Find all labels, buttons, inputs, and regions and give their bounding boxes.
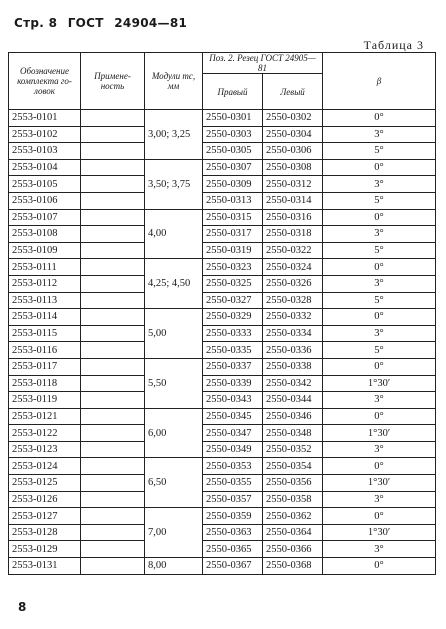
cell-application (81, 292, 145, 309)
cell-application (81, 491, 145, 508)
cell-right-cutter: 2550-0363 (203, 524, 263, 541)
cell-designation: 2553-0109 (9, 242, 81, 259)
page-header (14, 16, 193, 30)
cell-designation: 2553-0126 (9, 491, 81, 508)
col-header-right: Правый (203, 74, 263, 110)
cell-designation: 2553-0122 (9, 425, 81, 442)
table-row (9, 491, 436, 508)
cell-left-cutter: 2550-0326 (263, 275, 323, 292)
col-header-left: Левый (263, 74, 323, 110)
cell-designation: 2553-0113 (9, 292, 81, 309)
table-row (9, 392, 436, 409)
cell-beta: 0° (323, 259, 436, 276)
table-row (9, 292, 436, 309)
cell-right-cutter: 2550-0327 (203, 292, 263, 309)
cell-application (81, 524, 145, 541)
cell-beta: 3° (323, 126, 436, 143)
cell-left-cutter: 2550-0334 (263, 325, 323, 342)
cell-beta: 0° (323, 309, 436, 326)
cell-beta: 0° (323, 110, 436, 127)
cell-designation: 2553-0115 (9, 325, 81, 342)
cell-designation: 2553-0103 (9, 143, 81, 160)
cell-designation: 2553-0108 (9, 226, 81, 243)
cell-beta: 1°30′ (323, 475, 436, 492)
cell-application (81, 441, 145, 458)
cell-application (81, 375, 145, 392)
cell-left-cutter: 2550-0346 (263, 408, 323, 425)
cell-application (81, 126, 145, 143)
cell-beta: 5° (323, 292, 436, 309)
cell-application (81, 358, 145, 375)
cutter-heads-table (8, 52, 436, 575)
cell-left-cutter: 2550-0358 (263, 491, 323, 508)
col-header-beta: β (323, 53, 436, 110)
cell-designation: 2553-0131 (9, 558, 81, 575)
cell-right-cutter: 2550-0337 (203, 358, 263, 375)
cell-left-cutter: 2550-0336 (263, 342, 323, 359)
col-header-modules: Модули mс, мм (145, 53, 203, 110)
cell-left-cutter: 2550-0328 (263, 292, 323, 309)
cell-left-cutter: 2550-0312 (263, 176, 323, 193)
cell-left-cutter: 2550-0302 (263, 110, 323, 127)
table-row (9, 159, 436, 176)
cell-application (81, 110, 145, 127)
cell-application (81, 392, 145, 409)
table-row (9, 143, 436, 160)
table-label: Таблица 3 (363, 38, 424, 52)
cell-beta: 3° (323, 176, 436, 193)
cell-designation: 2553-0114 (9, 309, 81, 326)
cell-designation: 2553-0128 (9, 524, 81, 541)
cell-modules: 8,00 (145, 558, 203, 575)
table-row (9, 309, 436, 326)
standard-number: 24904—81 (114, 16, 188, 30)
table-row (9, 110, 436, 127)
cell-right-cutter: 2550-0319 (203, 242, 263, 259)
cell-right-cutter: 2550-0301 (203, 110, 263, 127)
cell-designation: 2553-0104 (9, 159, 81, 176)
cell-right-cutter: 2550-0325 (203, 275, 263, 292)
table-row (9, 242, 436, 259)
cell-application (81, 192, 145, 209)
cell-right-cutter: 2550-0303 (203, 126, 263, 143)
cell-right-cutter: 2550-0309 (203, 176, 263, 193)
cell-right-cutter: 2550-0315 (203, 209, 263, 226)
cell-left-cutter: 2550-0366 (263, 541, 323, 558)
cell-right-cutter: 2550-0349 (203, 441, 263, 458)
cell-beta: 3° (323, 275, 436, 292)
cell-beta: 0° (323, 358, 436, 375)
cell-designation: 2553-0127 (9, 508, 81, 525)
cell-designation: 2553-0105 (9, 176, 81, 193)
table-row (9, 192, 436, 209)
cell-modules: 3,00; 3,25 (145, 110, 203, 160)
cell-application (81, 541, 145, 558)
cell-right-cutter: 2550-0347 (203, 425, 263, 442)
col-header-group: Поз. 2. Резец ГОСТ 24905—81 (203, 53, 323, 74)
cell-designation: 2553-0118 (9, 375, 81, 392)
cell-left-cutter: 2550-0344 (263, 392, 323, 409)
cell-beta: 3° (323, 441, 436, 458)
cell-modules: 5,50 (145, 358, 203, 408)
table-row (9, 524, 436, 541)
cell-application (81, 259, 145, 276)
header-row-1 (9, 53, 436, 74)
cell-beta: 3° (323, 392, 436, 409)
cell-modules: 6,50 (145, 458, 203, 508)
cell-modules: 6,00 (145, 408, 203, 458)
table-row (9, 325, 436, 342)
cell-beta: 5° (323, 342, 436, 359)
cell-right-cutter: 2550-0305 (203, 143, 263, 160)
page-number: 8 (18, 600, 27, 614)
cell-left-cutter: 2550-0362 (263, 508, 323, 525)
cell-left-cutter: 2550-0342 (263, 375, 323, 392)
cell-left-cutter: 2550-0316 (263, 209, 323, 226)
standard-label: ГОСТ (67, 16, 104, 30)
cell-designation: 2553-0117 (9, 358, 81, 375)
cell-designation: 2553-0124 (9, 458, 81, 475)
cell-right-cutter: 2550-0353 (203, 458, 263, 475)
table-row (9, 275, 436, 292)
cell-application (81, 458, 145, 475)
cell-designation: 2553-0129 (9, 541, 81, 558)
cell-left-cutter: 2550-0338 (263, 358, 323, 375)
cell-right-cutter: 2550-0339 (203, 375, 263, 392)
cell-left-cutter: 2550-0364 (263, 524, 323, 541)
cell-left-cutter: 2550-0318 (263, 226, 323, 243)
cell-left-cutter: 2550-0314 (263, 192, 323, 209)
cell-left-cutter: 2550-0322 (263, 242, 323, 259)
cell-left-cutter: 2550-0332 (263, 309, 323, 326)
cell-application (81, 425, 145, 442)
cell-beta: 3° (323, 325, 436, 342)
cell-modules: 4,25; 4,50 (145, 259, 203, 309)
cell-application (81, 143, 145, 160)
cell-designation: 2553-0107 (9, 209, 81, 226)
table-row (9, 475, 436, 492)
cell-designation: 2553-0116 (9, 342, 81, 359)
table-row (9, 508, 436, 525)
cell-application (81, 242, 145, 259)
cell-designation: 2553-0111 (9, 259, 81, 276)
cell-left-cutter: 2550-0352 (263, 441, 323, 458)
cell-beta: 0° (323, 558, 436, 575)
cell-application (81, 475, 145, 492)
cell-application (81, 176, 145, 193)
table-row (9, 209, 436, 226)
cell-beta: 0° (323, 408, 436, 425)
cell-left-cutter: 2550-0308 (263, 159, 323, 176)
cell-application (81, 558, 145, 575)
table-row (9, 408, 436, 425)
cell-application (81, 342, 145, 359)
table-row (9, 342, 436, 359)
cell-application (81, 226, 145, 243)
cell-designation: 2553-0101 (9, 110, 81, 127)
cell-application (81, 275, 145, 292)
cell-right-cutter: 2550-0333 (203, 325, 263, 342)
cell-application (81, 408, 145, 425)
table-row (9, 558, 436, 575)
cell-right-cutter: 2550-0355 (203, 475, 263, 492)
cell-right-cutter: 2550-0343 (203, 392, 263, 409)
cell-right-cutter: 2550-0323 (203, 259, 263, 276)
cell-right-cutter: 2550-0329 (203, 309, 263, 326)
cell-beta: 1°30′ (323, 375, 436, 392)
cell-designation: 2553-0106 (9, 192, 81, 209)
table-row (9, 126, 436, 143)
cell-right-cutter: 2550-0367 (203, 558, 263, 575)
cell-beta: 3° (323, 226, 436, 243)
cell-beta: 3° (323, 541, 436, 558)
table-row (9, 441, 436, 458)
cell-right-cutter: 2550-0365 (203, 541, 263, 558)
cell-beta: 0° (323, 159, 436, 176)
cell-beta: 5° (323, 192, 436, 209)
cell-application (81, 325, 145, 342)
cell-right-cutter: 2550-0313 (203, 192, 263, 209)
table-row (9, 425, 436, 442)
cell-modules: 4,00 (145, 209, 203, 259)
cell-beta: 5° (323, 143, 436, 160)
table-body (9, 110, 436, 575)
cell-designation: 2553-0125 (9, 475, 81, 492)
cell-application (81, 159, 145, 176)
cell-modules: 5,00 (145, 309, 203, 359)
table-row (9, 358, 436, 375)
cell-beta: 5° (323, 242, 436, 259)
cell-beta: 0° (323, 458, 436, 475)
table-row (9, 458, 436, 475)
cell-application (81, 508, 145, 525)
cell-left-cutter: 2550-0306 (263, 143, 323, 160)
col-header-designation: Обозначение комплекта го-ловок (9, 53, 81, 110)
table-row (9, 375, 436, 392)
col-header-application: Примене-ность (81, 53, 145, 110)
cell-beta: 1°30′ (323, 425, 436, 442)
table-row (9, 541, 436, 558)
cell-designation: 2553-0119 (9, 392, 81, 409)
cell-beta: 0° (323, 508, 436, 525)
cell-left-cutter: 2550-0354 (263, 458, 323, 475)
cell-designation: 2553-0102 (9, 126, 81, 143)
cell-left-cutter: 2550-0348 (263, 425, 323, 442)
cell-left-cutter: 2550-0324 (263, 259, 323, 276)
cell-right-cutter: 2550-0307 (203, 159, 263, 176)
cell-modules: 3,50; 3,75 (145, 159, 203, 209)
cell-designation: 2553-0123 (9, 441, 81, 458)
table-row (9, 226, 436, 243)
cell-left-cutter: 2550-0304 (263, 126, 323, 143)
cell-left-cutter: 2550-0356 (263, 475, 323, 492)
cell-beta: 0° (323, 209, 436, 226)
cell-right-cutter: 2550-0317 (203, 226, 263, 243)
cell-modules: 7,00 (145, 508, 203, 558)
table-row (9, 176, 436, 193)
table-row (9, 259, 436, 276)
cell-beta: 3° (323, 491, 436, 508)
cell-beta: 1°30′ (323, 524, 436, 541)
cell-application (81, 209, 145, 226)
cell-right-cutter: 2550-0345 (203, 408, 263, 425)
cell-application (81, 309, 145, 326)
cell-designation: 2553-0112 (9, 275, 81, 292)
cell-right-cutter: 2550-0357 (203, 491, 263, 508)
cell-right-cutter: 2550-0359 (203, 508, 263, 525)
cell-left-cutter: 2550-0368 (263, 558, 323, 575)
cell-designation: 2553-0121 (9, 408, 81, 425)
page-indicator: Стр. 8 (14, 16, 58, 30)
cell-right-cutter: 2550-0335 (203, 342, 263, 359)
